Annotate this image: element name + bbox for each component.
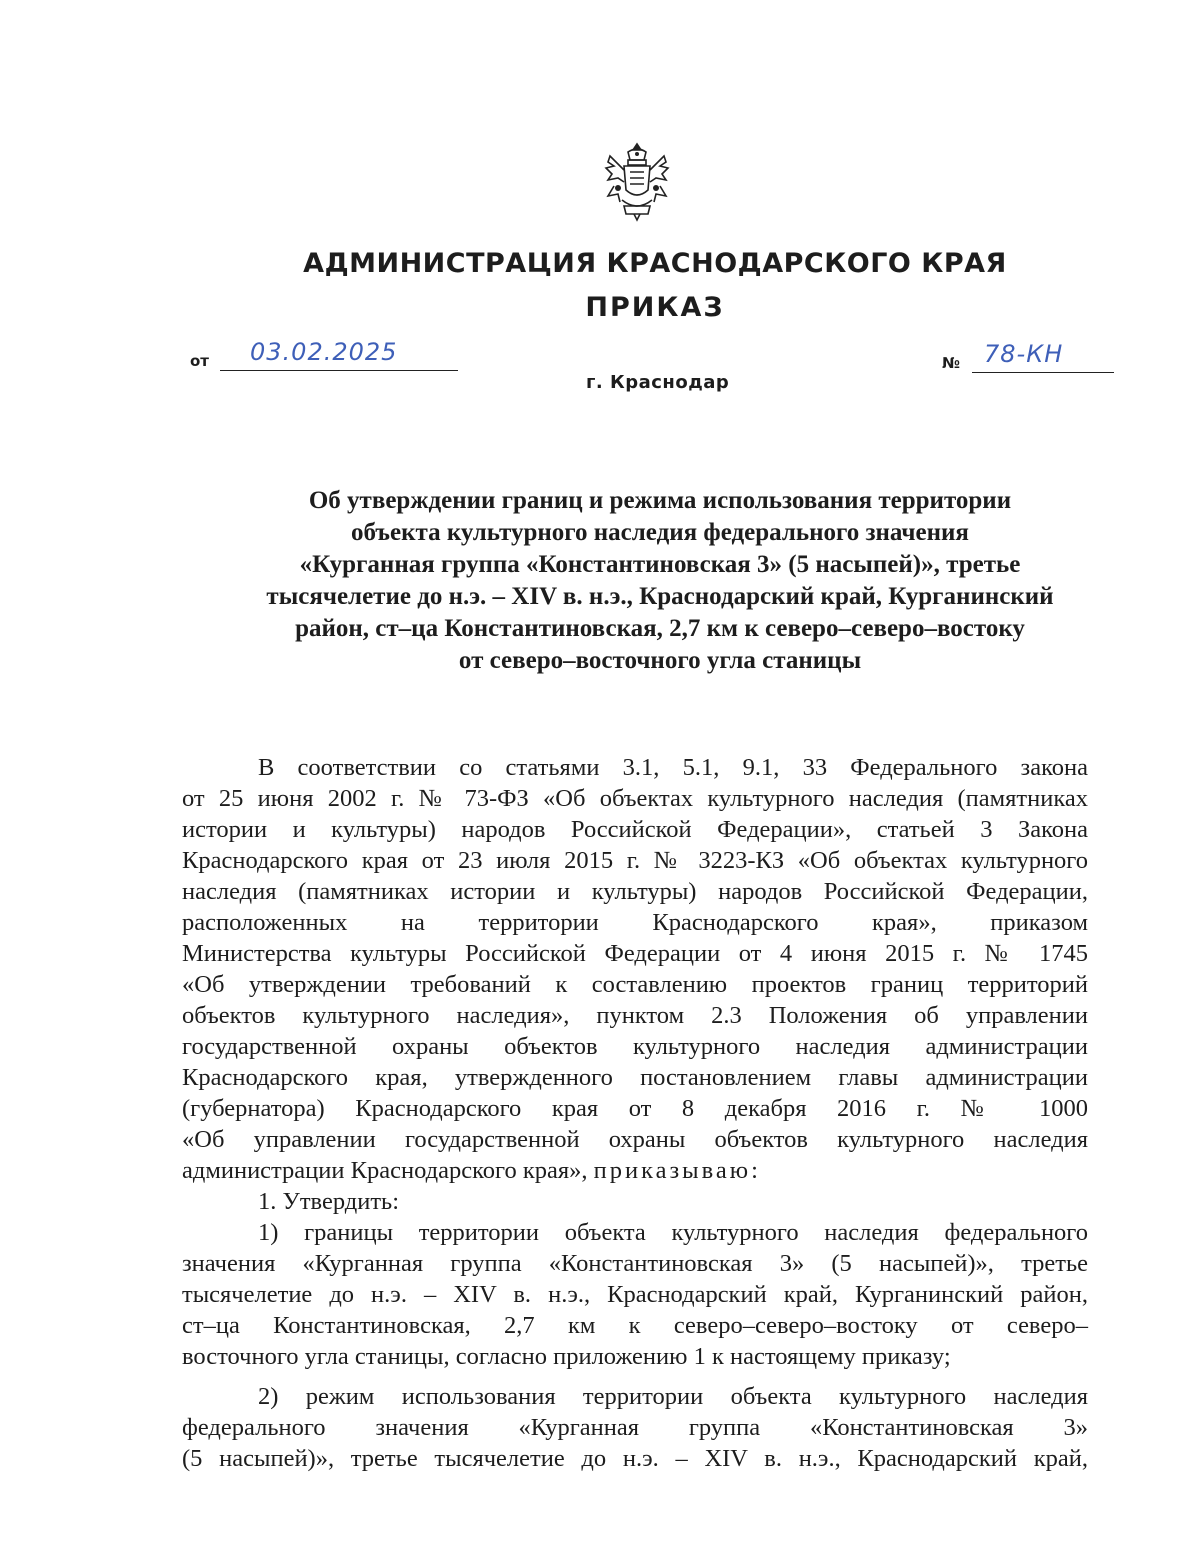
document-type: ПРИКАЗ — [585, 292, 725, 323]
item-1: 1. Утвердить: — [258, 1188, 400, 1215]
city: г. Краснодар — [586, 372, 730, 393]
sub-item-1-line-last: восточного угла станицы, согласно приложению 1 к настоящему приказу; — [182, 1343, 951, 1370]
body-line: наследия (памятниках истории и культуры) народов Российской Федерации, — [182, 878, 1088, 905]
title-line: «Курганная группа «Константиновская 3» (5 насыпей)», третье — [299, 551, 1021, 578]
date-underline — [220, 370, 458, 371]
date-handwritten: 03.02.2025 — [250, 338, 398, 366]
title-line: от северо–восточного угла станицы — [458, 647, 862, 674]
body-line: Министерства культуры Российской Федерации от 4 июня 2015 г. № 1745 — [182, 940, 1088, 967]
body-text: администрации Краснодарского края», — [182, 1157, 588, 1184]
decree-word: приказываю: — [593, 1157, 761, 1184]
body-line-last — [182, 1155, 1088, 1186]
document-title — [180, 485, 1140, 677]
sub-item-1-line: ст–ца Константиновская, 2,7 км к северо–северо–востоку от северо– — [182, 1312, 1088, 1339]
title-line: объекта культурного наследия федерального значения — [351, 519, 969, 546]
number-label: № — [942, 354, 961, 372]
number-handwritten: 78-КН — [984, 340, 1064, 368]
date-label: от — [190, 352, 209, 370]
title-line: район, ст–ца Константиновская, 2,7 км к северо–северо–востоку — [295, 615, 1025, 642]
body-line: истории и культуры) народов Российской Федерации», статьей 3 Закона — [182, 816, 1088, 843]
body-line: Краснодарского края от 23 июля 2015 г. № 3223-КЗ «Об объектах культурного — [182, 847, 1088, 874]
title-line: тысячелетие до н.э. – XIV в. н.э., Краснодарский край, Курганинский — [266, 583, 1054, 610]
body-line: расположенных на территории Краснодарского края», приказом — [182, 909, 1088, 936]
organization-name: АДМИНИСТРАЦИЯ КРАСНОДАРСКОГО КРАЯ — [303, 248, 1007, 279]
body-line: (губернатора) Краснодарского края от 8 декабря 2016 г. № 1000 — [182, 1095, 1088, 1122]
body-line: от 25 июня 2002 г. № 73-ФЗ «Об объектах культурного наследия (памятниках — [182, 785, 1088, 812]
body-line: Краснодарского края, утвержденного постановлением главы администрации — [182, 1064, 1088, 1091]
sub-item-2-line: 2) режим использования территории объекта культурного наследия — [258, 1383, 1088, 1410]
number-underline — [972, 372, 1114, 373]
body-line: государственной охраны объектов культурного наследия администрации — [182, 1033, 1088, 1060]
body-line: объектов культурного наследия», пунктом 2.3 Положения об управлении — [182, 1002, 1088, 1029]
document-body — [182, 752, 1088, 1474]
body-line: «Об утверждении требований к составлению проектов границ территорий — [182, 971, 1088, 998]
title-line: Об утверждении границ и режима использования территории — [308, 487, 1012, 514]
sub-item-1-line: значения «Курганная группа «Константиновская 3» (5 насыпей)», третье — [182, 1250, 1088, 1277]
body-line: В соответствии со статьями 3.1, 5.1, 9.1, 33 Федерального закона — [258, 754, 1088, 781]
coat-of-arms-icon — [604, 142, 670, 222]
sub-item-2-line: (5 насыпей)», третье тысячелетие до н.э. – XIV в. н.э., Краснодарский край, — [182, 1445, 1088, 1472]
sub-item-1-line: 1) границы территории объекта культурного наследия федерального — [258, 1219, 1088, 1246]
sub-item-2-line: федерального значения «Курганная группа «Константиновская 3» — [182, 1414, 1088, 1441]
sub-item-1-line: тысячелетие до н.э. – XIV в. н.э., Краснодарский край, Курганинский район, — [182, 1281, 1088, 1308]
body-line: «Об управлении государственной охраны объектов культурного наследия — [182, 1126, 1088, 1153]
